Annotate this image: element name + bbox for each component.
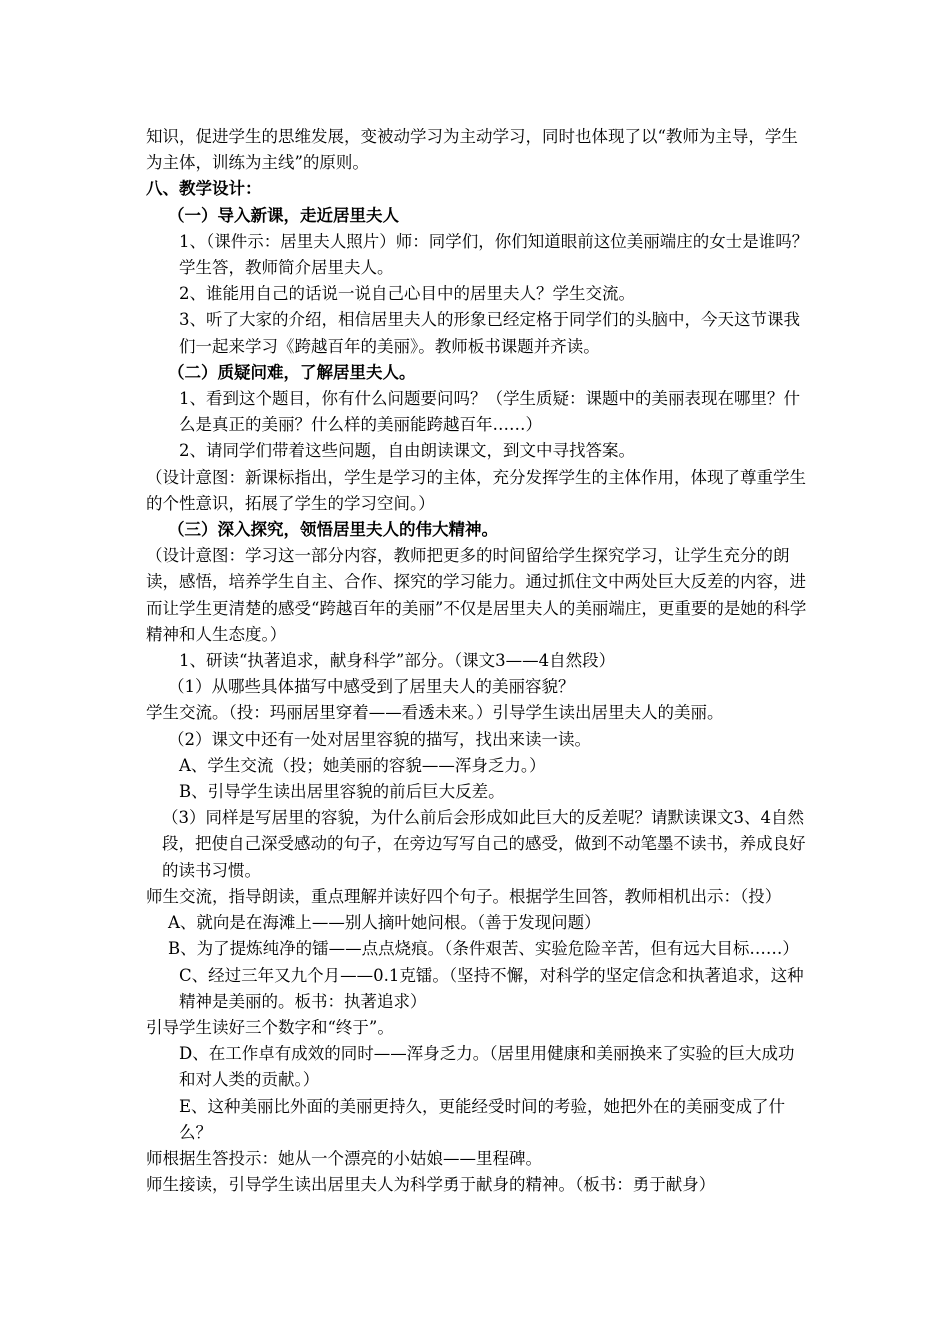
section-2-design-note: （设计意图：新课标指出，学生是学习的主体，充分发挥学生的主体作用，体现了尊重学生的个性意识，拓展了学生的学习空间。） <box>146 467 806 513</box>
section-1-item-3: 3、听了大家的介绍，相信居里夫人的形象已经定格于同学们的头脑中，今天这节课我们一起来学习《跨越百年的美丽》。教师板书课题并齐读。 <box>179 310 800 356</box>
sentence-e-answer: 师根据生答投示：她从一个漂亮的小姑娘——里程碑。 <box>146 1148 542 1168</box>
question-2-a: A、学生交流（投；她美丽的容貌——浑身乏力。） <box>179 755 546 775</box>
question-1-answer: 学生交流。（投：玛丽居里穿着——看透未来。）引导学生读出居里夫人的美丽。 <box>146 703 724 723</box>
section-2-item-1: 1、看到这个题目，你有什么问题要问吗？（学生质疑：课题中的美丽表现在哪里？什么是真正的美丽？什么样的美丽能跨越百年……） <box>179 389 800 435</box>
closing-line: 师生接读，引导学生读出居里夫人为科学勇于献身的精神。（板书：勇于献身） <box>146 1175 716 1195</box>
section-2-title: （二）质疑问难，了解居里夫人。 <box>168 362 416 382</box>
heading-teaching-design: 八、教学设计： <box>146 179 262 199</box>
sentence-d: D、在工作卓有成效的同时——浑身乏力。（居里用健康和美丽换来了实验的巨大成功和对人类的贡献。） <box>179 1044 795 1090</box>
paragraph-intro: 知识，促进学生的思维发展，变被动学习为主动学习，同时也体现了以“教师为主导，学生为主体，训练为主线”的原则。 <box>146 127 798 173</box>
section-1-title: （一）导入新课，走近居里夫人 <box>168 205 399 225</box>
question-2: （2）课文中还有一处对居里容貌的描写，找出来读一读。 <box>168 729 591 749</box>
section-3-design-note: （设计意图：学习这一部分内容，教师把更多的时间留给学生探究学习，让学生充分的朗读，感悟，培养学生自主、合作、探究的学习能力。通过抓住文中两处巨大反差的内容，进而让学生更清楚的感受“跨越百年的美丽”不仅是居里夫人的美丽端庄，更重要的是她的科学精神和人生态度。） <box>146 546 807 644</box>
question-2-b: B、引导学生读出居里容貌的前后巨大反差。 <box>179 782 505 802</box>
section-3-title: （三）深入探究，领悟居里夫人的伟大精神。 <box>168 520 498 540</box>
sentence-c: C、经过三年又九个月——0.1克镭。（坚持不懈，对科学的坚定信念和执著追求，这种精神是美丽的。板书：执著追求） <box>179 965 804 1011</box>
section-2-item-2: 2、请同学们带着这些问题，自由朗读课文，到文中寻找答案。 <box>179 441 635 461</box>
question-3: （3）同样是写居里的容貌，为什么前后会形成如此巨大的反差呢？请默读课文3、4自然段，把使自己深受感动的句子，在旁边写写自己的感受，做到不动笔墨不读书，养成良好的读书习惯。 <box>162 808 806 880</box>
question-1: （1）从哪些具体描写中感受到了居里夫人的美丽容貌？ <box>168 677 575 697</box>
sentence-a: A、就向是在海滩上——别人摘叶她问根。（善于发现问题） <box>168 913 601 933</box>
sentence-c-guide: 引导学生读好三个数字和“终于”。 <box>146 1017 394 1037</box>
sentence-e: E、这种美丽比外面的美丽更持久，更能经受时间的考验，她把外在的美丽变成了什么？ <box>179 1096 786 1142</box>
sentence-b: B、为了提炼纯净的镭——点点烧痕。（条件艰苦、实验危险辛苦，但有远大目标……） <box>168 939 799 959</box>
section-1-item-1: 1、（课件示：居里夫人照片）师：同学们，你们知道眼前这位美丽端庄的女士是谁吗？学生答，教师简介居里夫人。 <box>179 231 809 278</box>
section-1-item-2: 2、谁能用自己的话说一说自己心目中的居里夫人？学生交流。 <box>179 284 635 304</box>
section-3-item-1: 1、研读“执著追求，献身科学”部分。（课文3——4自然段） <box>179 651 616 671</box>
question-3-answer: 师生交流，指导朗读，重点理解并读好四个句子。根据学生回答，教师相机出示：（投） <box>146 886 782 906</box>
document-body <box>146 124 810 1198</box>
